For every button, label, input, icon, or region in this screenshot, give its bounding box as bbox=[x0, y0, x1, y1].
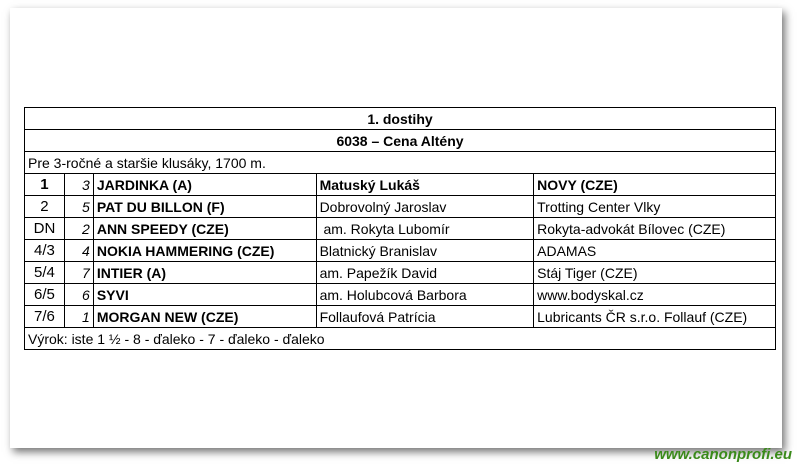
position-cell: 7/6 bbox=[25, 306, 65, 328]
owner-cell: NOVY (CZE) bbox=[534, 174, 776, 196]
start-number-cell: 6 bbox=[64, 284, 93, 306]
race-conditions-row bbox=[25, 152, 776, 174]
start-number-cell: 5 bbox=[64, 196, 93, 218]
race-verdict-row bbox=[25, 328, 776, 350]
horse-cell: SYVI bbox=[93, 284, 316, 306]
table-row bbox=[25, 218, 776, 240]
race-title-row bbox=[25, 108, 776, 130]
table-row bbox=[25, 174, 776, 196]
owner-cell: Trotting Center Vlky bbox=[534, 196, 776, 218]
start-number-cell: 1 bbox=[64, 306, 93, 328]
owner-cell: Stáj Tiger (CZE) bbox=[534, 262, 776, 284]
position-cell: 5/4 bbox=[25, 262, 65, 284]
table-row bbox=[25, 262, 776, 284]
horse-cell: ANN SPEEDY (CZE) bbox=[93, 218, 316, 240]
horse-cell: JARDINKA (A) bbox=[93, 174, 316, 196]
start-number-cell: 3 bbox=[64, 174, 93, 196]
race-subtitle-row bbox=[25, 130, 776, 152]
watermark: www.canonprofi.eu bbox=[654, 446, 792, 463]
driver-cell: Matuský Lukáš bbox=[316, 174, 534, 196]
position-cell: 2 bbox=[25, 196, 65, 218]
driver-cell: Blatnický Branislav bbox=[316, 240, 534, 262]
race-verdict: Výrok: iste 1 ½ - 8 - ďaleko - 7 - ďaleko - ďaleko bbox=[25, 328, 776, 350]
position-cell: DN bbox=[25, 218, 65, 240]
race-title: 1. dostihy bbox=[25, 108, 776, 130]
driver-cell: am. Papežík David bbox=[316, 262, 534, 284]
table-row bbox=[25, 284, 776, 306]
position-cell: 4/3 bbox=[25, 240, 65, 262]
horse-cell: PAT DU BILLON (F) bbox=[93, 196, 316, 218]
start-number-cell: 2 bbox=[64, 218, 93, 240]
table-row bbox=[25, 240, 776, 262]
race-results-table bbox=[24, 107, 776, 350]
horse-cell: INTIER (A) bbox=[93, 262, 316, 284]
owner-cell: Rokyta-advokát Bílovec (CZE) bbox=[534, 218, 776, 240]
owner-cell: ADAMAS bbox=[534, 240, 776, 262]
horse-cell: NOKIA HAMMERING (CZE) bbox=[93, 240, 316, 262]
horse-cell: MORGAN NEW (CZE) bbox=[93, 306, 316, 328]
race-conditions: Pre 3-ročné a staršie klusáky, 1700 m. bbox=[25, 152, 776, 174]
position-cell: 6/5 bbox=[25, 284, 65, 306]
owner-cell: Lubricants ČR s.r.o. Follauf (CZE) bbox=[534, 306, 776, 328]
driver-cell: Dobrovolný Jaroslav bbox=[316, 196, 534, 218]
race-subtitle: 6038 – Cena Altény bbox=[25, 130, 776, 152]
start-number-cell: 7 bbox=[64, 262, 93, 284]
driver-cell: am. Holubcová Barbora bbox=[316, 284, 534, 306]
table-row bbox=[25, 306, 776, 328]
owner-cell: www.bodyskal.cz bbox=[534, 284, 776, 306]
start-number-cell: 4 bbox=[64, 240, 93, 262]
position-cell: 1 bbox=[25, 174, 65, 196]
table-row bbox=[25, 196, 776, 218]
driver-cell: am. Rokyta Lubomír bbox=[316, 218, 534, 240]
driver-cell: Follaufová Patrícia bbox=[316, 306, 534, 328]
